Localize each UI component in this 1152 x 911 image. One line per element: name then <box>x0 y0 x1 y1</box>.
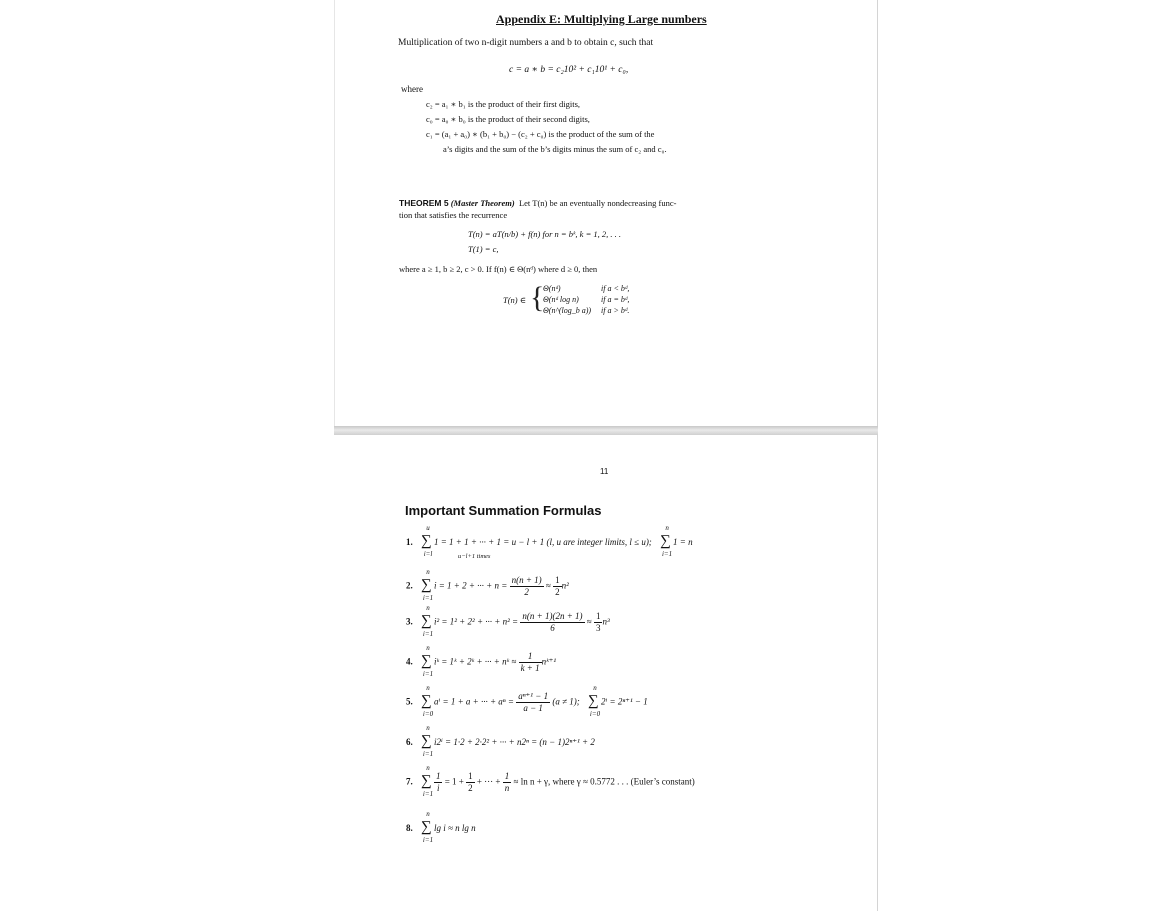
fraction <box>434 771 443 794</box>
sigma-icon: ∑ n i=1 <box>660 524 673 558</box>
fraction <box>510 575 544 598</box>
sigma-icon: ∑ n i=1 <box>421 567 434 602</box>
lower-limit: i=1 <box>422 593 434 602</box>
summation-heading: Important Summation Formulas <box>405 503 602 518</box>
formula-number: 4. <box>406 656 413 667</box>
fraction-numerator: n(n + 1) <box>511 575 542 585</box>
fraction-numerator: aⁿ⁺¹ − 1 <box>518 691 549 701</box>
fraction-numerator: 1 <box>555 575 560 585</box>
intro-text: Multiplication of two n-digit numbers a and b to obtain c, such that <box>398 38 654 48</box>
upper-limit: n <box>426 724 430 732</box>
lower-limit: i=1 <box>422 836 434 844</box>
master-lhs: T(n) ∈ <box>503 295 527 305</box>
fraction <box>503 771 512 794</box>
fraction-numerator: 1 <box>435 771 441 781</box>
lower-limit: i=1 <box>422 750 434 758</box>
cases-brace: { <box>530 281 545 314</box>
case-1-cond: if a < bᵈ, <box>601 284 630 293</box>
formula-body: lg i ≈ n lg n <box>433 823 476 833</box>
theorem-line-1 <box>399 198 676 208</box>
case-3-expr: Θ(n^(log_b a)) <box>543 306 592 315</box>
fraction-denominator: k + 1 <box>520 663 540 673</box>
recurrence-2: T(1) = c, <box>468 244 499 254</box>
formula-7 <box>406 763 695 798</box>
fraction-denominator: 2 <box>555 587 560 597</box>
definition-c1-cont: a’s digits and the sum of the b’s digits minus the sum of c₂ and c₀. <box>443 144 667 154</box>
lower-limit: i=0 <box>589 709 601 718</box>
formula-body: aⁱ = 1 + a + ··· + aⁿ = <box>433 696 514 707</box>
formula-body: i = 1 + 2 + ··· + n = <box>433 580 508 591</box>
formula-number: 7. <box>406 776 413 787</box>
formula-body: 1 = 1 + 1 + ··· + 1 = u − l + 1 (l, u are integer limits, l ≤ u); <box>433 537 652 547</box>
formula-body: = 1 + <box>444 776 464 787</box>
fraction <box>520 611 584 634</box>
formula-number: 1. <box>406 537 413 547</box>
fraction-denominator: 3 <box>595 623 601 633</box>
formula-tail: n² <box>561 580 569 591</box>
appendix-title: Appendix E: Multiplying Large numbers <box>496 12 707 26</box>
upper-limit: n <box>593 683 597 692</box>
upper-limit: n <box>426 643 430 652</box>
formula-extra: 1 = n <box>673 537 693 547</box>
sigma-icon: ∑ n i=1 <box>421 724 434 758</box>
sigma-icon: ∑ n i=1 <box>421 810 434 844</box>
formula-number: 5. <box>406 696 413 707</box>
formula-body: i2ⁱ = 1·2 + 2·2² + ··· + n2ⁿ = (n − 1)2ⁿ⁺¹ + 2 <box>433 737 595 747</box>
formula-6 <box>406 724 595 758</box>
upper-limit: n <box>426 683 430 692</box>
upper-limit: n <box>426 810 430 818</box>
formula-8 <box>406 810 476 844</box>
definition-c0: c₀ = a₀ ∗ b₀ is the product of their second digits, <box>426 114 590 124</box>
formula-number: 3. <box>406 616 413 627</box>
definition-c1: c₁ = (a₁ + a₀) ∗ (b₁ + b₀) − (c₂ + c₀) is the product of the sum of the <box>426 129 655 139</box>
formula-tail: ≈ ln n + γ, where γ ≈ 0.5772 . . . (Euler’s constant) <box>513 776 695 787</box>
fraction <box>519 651 542 674</box>
approx-sign: ≈ <box>545 580 551 591</box>
theorem-text-2: tion that satisfies the recurrence <box>399 210 508 220</box>
fraction <box>466 771 475 794</box>
sigma-icon: ∑ n i=0 <box>588 683 601 718</box>
formula-number: 8. <box>406 823 413 833</box>
fraction <box>553 575 562 598</box>
multiplication-equation: c = a ∗ b = c₂10² + c₁10¹ + c₀, <box>509 65 629 75</box>
case-2-expr: Θ(nᵈ log n) <box>543 295 579 304</box>
underbrace-label: u−l+1 times <box>458 553 491 560</box>
upper-limit: n <box>426 567 430 576</box>
sigma-icon: ∑ u i=l <box>421 533 432 549</box>
sigma-icon: ∑ n i=1 <box>421 643 434 678</box>
formula-4 <box>406 643 557 678</box>
sigma-icon: ∑ n i=1 <box>421 603 434 638</box>
fraction-denominator: n <box>504 783 510 793</box>
lower-limit: i=1 <box>661 550 673 558</box>
lower-limit: i=1 <box>422 669 434 678</box>
formula-2 <box>406 567 569 602</box>
formula-body: i² = 1² + 2² + ··· + n² = <box>433 616 519 627</box>
formula-tail: n³ <box>602 616 610 627</box>
document-page-2 <box>334 435 878 911</box>
formula-body: iᵏ = 1ᵏ + 2ᵏ + ··· + nᵏ ≈ <box>433 656 517 667</box>
lower-limit: i=0 <box>422 709 434 718</box>
formula-tail: (a ≠ 1); <box>552 696 580 707</box>
fraction-numerator: 1 <box>468 771 473 781</box>
formula-number: 6. <box>406 737 413 747</box>
fraction-denominator: 2 <box>468 783 473 793</box>
fraction-denominator: 6 <box>550 623 555 633</box>
case-1-expr: Θ(nᵈ) <box>543 284 561 293</box>
recurrence-1: T(n) = aT(n/b) + f(n) for n = bᵏ, k = 1, 2, . . . <box>468 229 622 239</box>
theorem-condition: where a ≥ 1, b ≥ 2, c > 0. If f(n) ∈ Θ(nᵈ) where d ≥ 0, then <box>399 264 598 274</box>
sigma-icon: ∑ n i=1 <box>421 763 434 798</box>
fraction-numerator: 1 <box>504 771 510 781</box>
fraction-numerator: n(n + 1)(2n + 1) <box>522 611 583 621</box>
formula-tail: nᵏ⁺¹ <box>541 656 557 667</box>
lower-limit: i=1 <box>422 789 434 798</box>
fraction-denominator: 2 <box>524 587 529 597</box>
definition-c2: c₂ = a₁ ∗ b₁ is the product of their first digits, <box>426 99 581 109</box>
theorem-text-1: Let T(n) be an eventually nondecreasing func- <box>518 198 677 208</box>
formula-mid: + ··· + <box>476 776 501 787</box>
where-label: where <box>401 84 423 94</box>
formula-5 <box>406 683 648 718</box>
page-number: 11 <box>600 467 609 476</box>
fraction <box>516 691 550 714</box>
theorem-label: THEOREM 5 <box>399 198 449 208</box>
fraction-numerator: 1 <box>595 611 601 621</box>
formula-3 <box>406 603 610 638</box>
fraction-denominator: i <box>436 783 440 793</box>
fraction-numerator: 1 <box>519 651 542 663</box>
fraction-denominator: a − 1 <box>523 703 543 713</box>
lower-limit: i=l <box>423 550 433 558</box>
upper-limit: n <box>426 763 430 772</box>
lower-limit: i=1 <box>422 629 434 638</box>
sigma-icon: ∑ n i=0 <box>421 683 434 718</box>
approx-sign: ≈ <box>586 616 592 627</box>
case-3-cond: if a > bᵈ. <box>601 306 630 315</box>
case-2-cond: if a = bᵈ, <box>601 295 630 304</box>
theorem-name: (Master Theorem) <box>450 198 515 208</box>
formula-extra: 2ⁱ = 2ⁿ⁺¹ − 1 <box>600 696 648 707</box>
document-page-1 <box>334 0 878 428</box>
upper-limit: n <box>426 603 430 612</box>
upper-limit: u <box>426 524 430 532</box>
page-separator <box>334 426 878 435</box>
formula-number: 2. <box>406 580 413 591</box>
upper-limit: n <box>665 524 669 532</box>
